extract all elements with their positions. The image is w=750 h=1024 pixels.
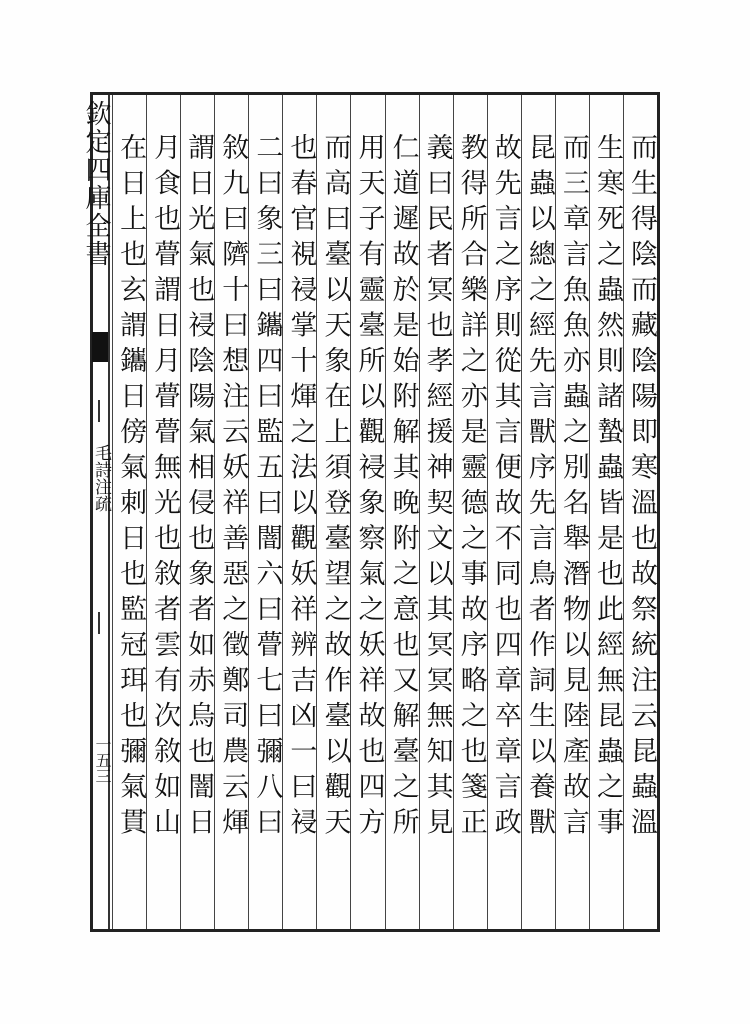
text-column [350, 95, 384, 929]
column-text: 故先言之序則從其言便故不同也四章卒章言政 [489, 133, 521, 843]
text-column [112, 95, 146, 929]
column-text: 而三章言魚魚亦蟲之別名舉潛物以見陸產故言 [557, 133, 589, 843]
text-column [589, 95, 623, 929]
text-column [487, 95, 521, 929]
page-number: 一五三 [93, 736, 112, 784]
text-column [521, 95, 555, 929]
column-text: 而高曰臺以天象在上須登臺望之故作臺以觀天 [319, 133, 351, 843]
column-text: 二曰象三曰鑴四曰監五曰闇六曰瞢七曰彌八曰 [251, 133, 283, 843]
text-column [146, 95, 180, 929]
column-text: 月食也瞢謂日月瞢瞢無光也敘者雲有次敘如山 [149, 133, 181, 843]
text-column [316, 95, 350, 929]
column-text: 在日上也玄謂鑴日傍氣刺日也監冠珥也彌氣貫 [115, 133, 147, 843]
text-column [555, 95, 589, 929]
text-column [282, 95, 316, 929]
text-column [385, 95, 419, 929]
text-column [180, 95, 214, 929]
text-column [623, 95, 657, 929]
text-column [214, 95, 248, 929]
column-text: 謂日光氣也祲陰陽氣相侵也象者如赤烏也闇日 [183, 133, 215, 843]
column-text: 生寒死之蟲然則諸蟄蟲皆是也此經無昆蟲之事 [591, 133, 623, 843]
column-text: 教得所合樂詳之亦是靈德之事故序略之也箋正 [455, 133, 487, 843]
book-title: 毛詩注疏 [91, 444, 111, 512]
text-column [419, 95, 453, 929]
column-text: 也春官視祲掌十煇之法以觀妖祥辨吉凶一曰祲 [285, 133, 317, 843]
text-column [453, 95, 487, 929]
column-text: 而生得陰而藏陰陽即寒溫也故祭統注云昆蟲溫 [626, 133, 657, 843]
text-column [248, 95, 282, 929]
column-text: 仁道遲故於是始附解其晚附之意也又解臺之所 [387, 133, 419, 843]
column-text: 用天子有靈臺所以觀祲象察氣之妖祥故也四方 [353, 133, 385, 843]
column-text: 敘九曰隮十曰想注云妖祥善惡之徵鄭司農云煇 [217, 133, 249, 843]
text-columns [112, 95, 657, 929]
column-text: 昆蟲以總之經先言獸序先言鳥者作詞生以養獸 [523, 133, 555, 843]
collection-title: 欽定四庫全書 [81, 100, 111, 268]
column-text: 義曰民者冥也孝經援神契文以其冥冥無知其見 [421, 133, 453, 843]
